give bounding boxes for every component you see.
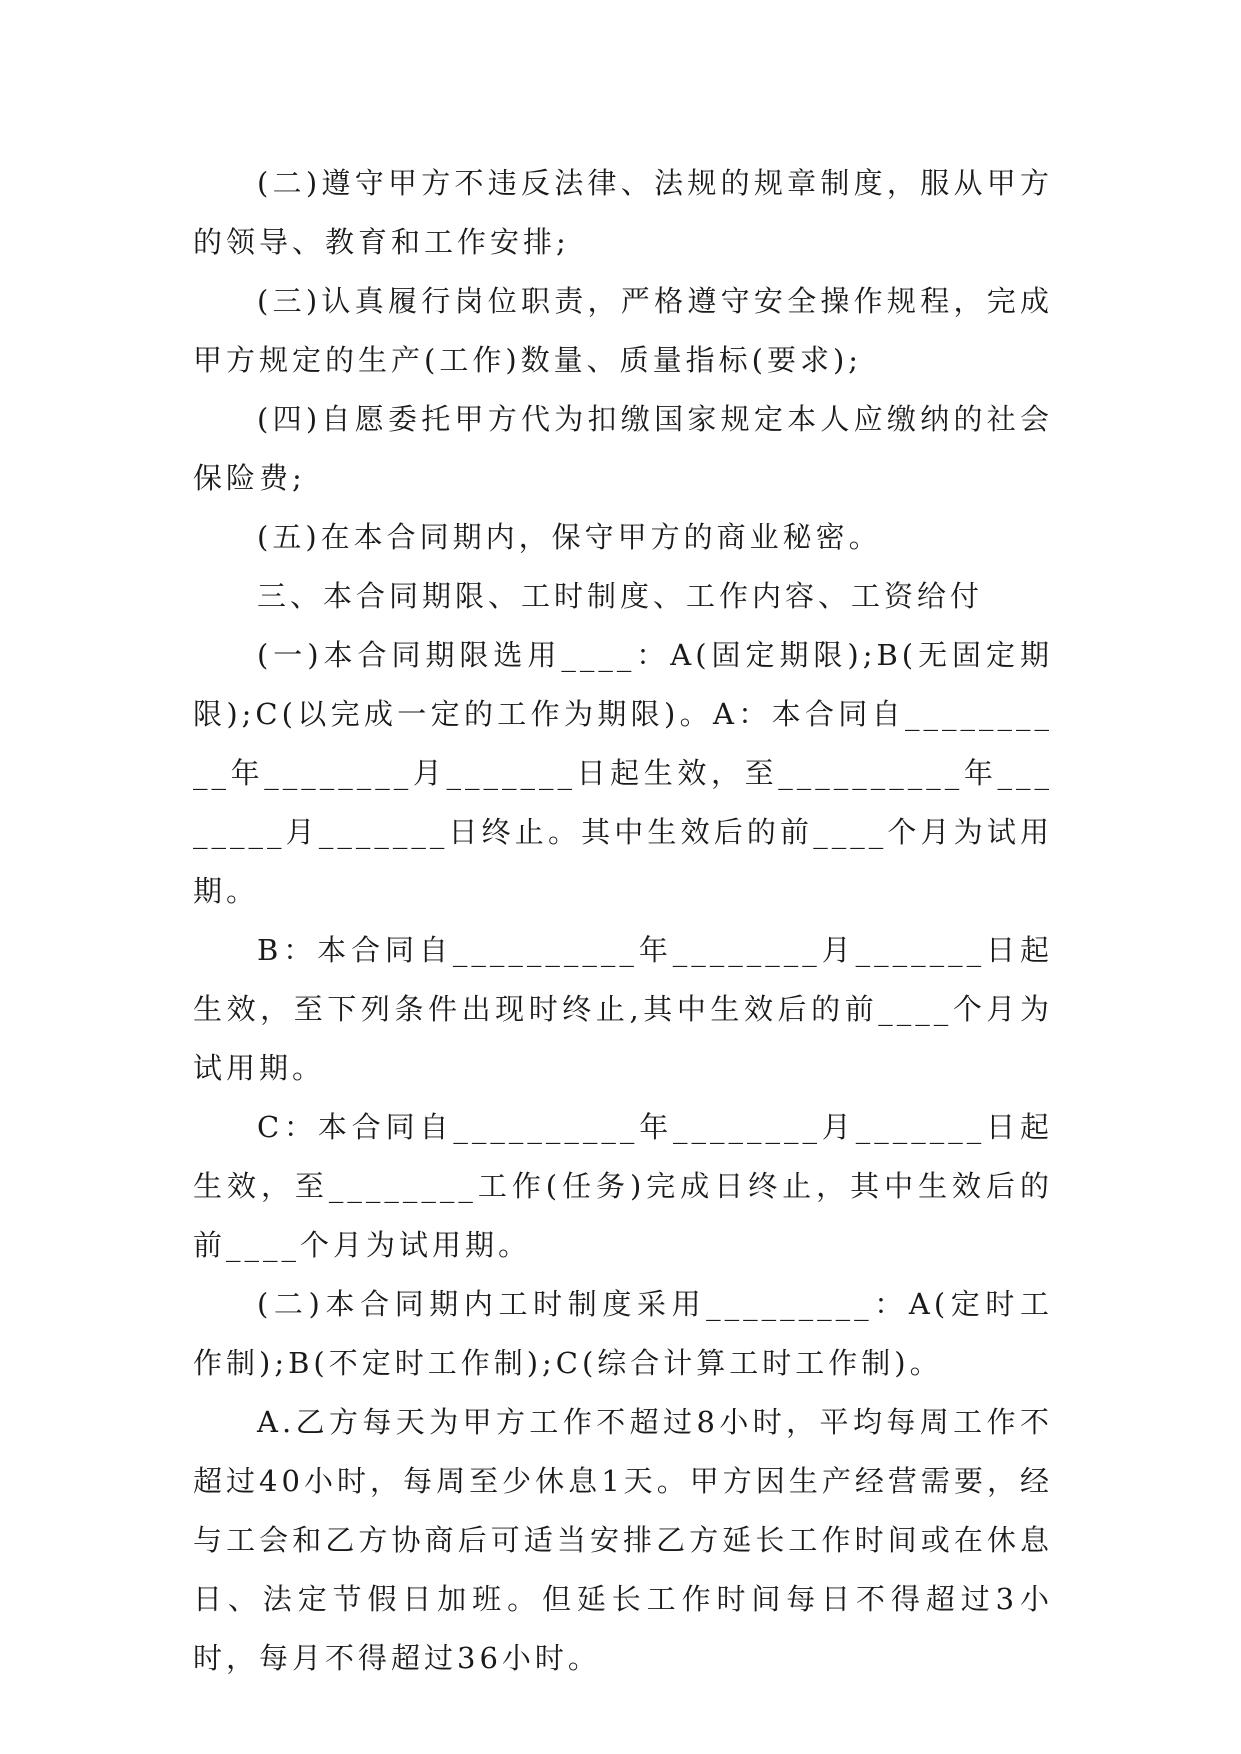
paragraph-option-c: C：本合同自__________年________月_______日起生效，至________工作(任务)完成日终止，其中生效后的前____个月为试用期。: [193, 1110, 1053, 1262]
paragraph-clause-3-1: (一)本合同期限选用____：A(固定期限);B(无固定期限);C(以完成一定的工作为期限)。A：本合同自__________年________月_______日起生效，至__________年________月_______日终止。其中生效后的前____个月为试用期。: [193, 638, 1053, 908]
paragraph-option-b: B：本合同自__________年________月_______日起生效，至下列条件出现时终止,其中生效后的前____个月为试用期。: [193, 933, 1053, 1085]
paragraph-clause-2-4: (四)自愿委托甲方代为扣缴国家规定本人应缴纳的社会保险费;: [193, 402, 1053, 495]
paragraph-work-hours-a: A.乙方每天为甲方工作不超过8小时，平均每周工作不超过40小时，每周至少休息1天。甲方因生产经营需要，经与工会和乙方协商后可适当安排乙方延长工作时间或在休息日、法定节假日加班。但延长工作时间每日不得超过3小时，每月不得超过36小时。: [193, 1405, 1053, 1675]
paragraph-clause-2-5: (五)在本合同期内，保守甲方的商业秘密。: [257, 520, 882, 554]
section-heading-3: 三、本合同期限、工时制度、工作内容、工资给付: [257, 579, 984, 613]
paragraph-clause-2-2: (二)遵守甲方不违反法律、法规的规章制度，服从甲方的领导、教育和工作安排;: [193, 166, 1053, 259]
document-body: [193, 154, 1053, 1688]
paragraph-clause-2-3: (三)认真履行岗位职责，严格遵守安全操作规程，完成甲方规定的生产(工作)数量、质量指标(要求);: [193, 284, 1053, 377]
paragraph-clause-3-2: (二)本合同期内工时制度采用_________：A(定时工作制);B(不定时工作制);C(综合计算工时工作制)。: [193, 1287, 1053, 1380]
